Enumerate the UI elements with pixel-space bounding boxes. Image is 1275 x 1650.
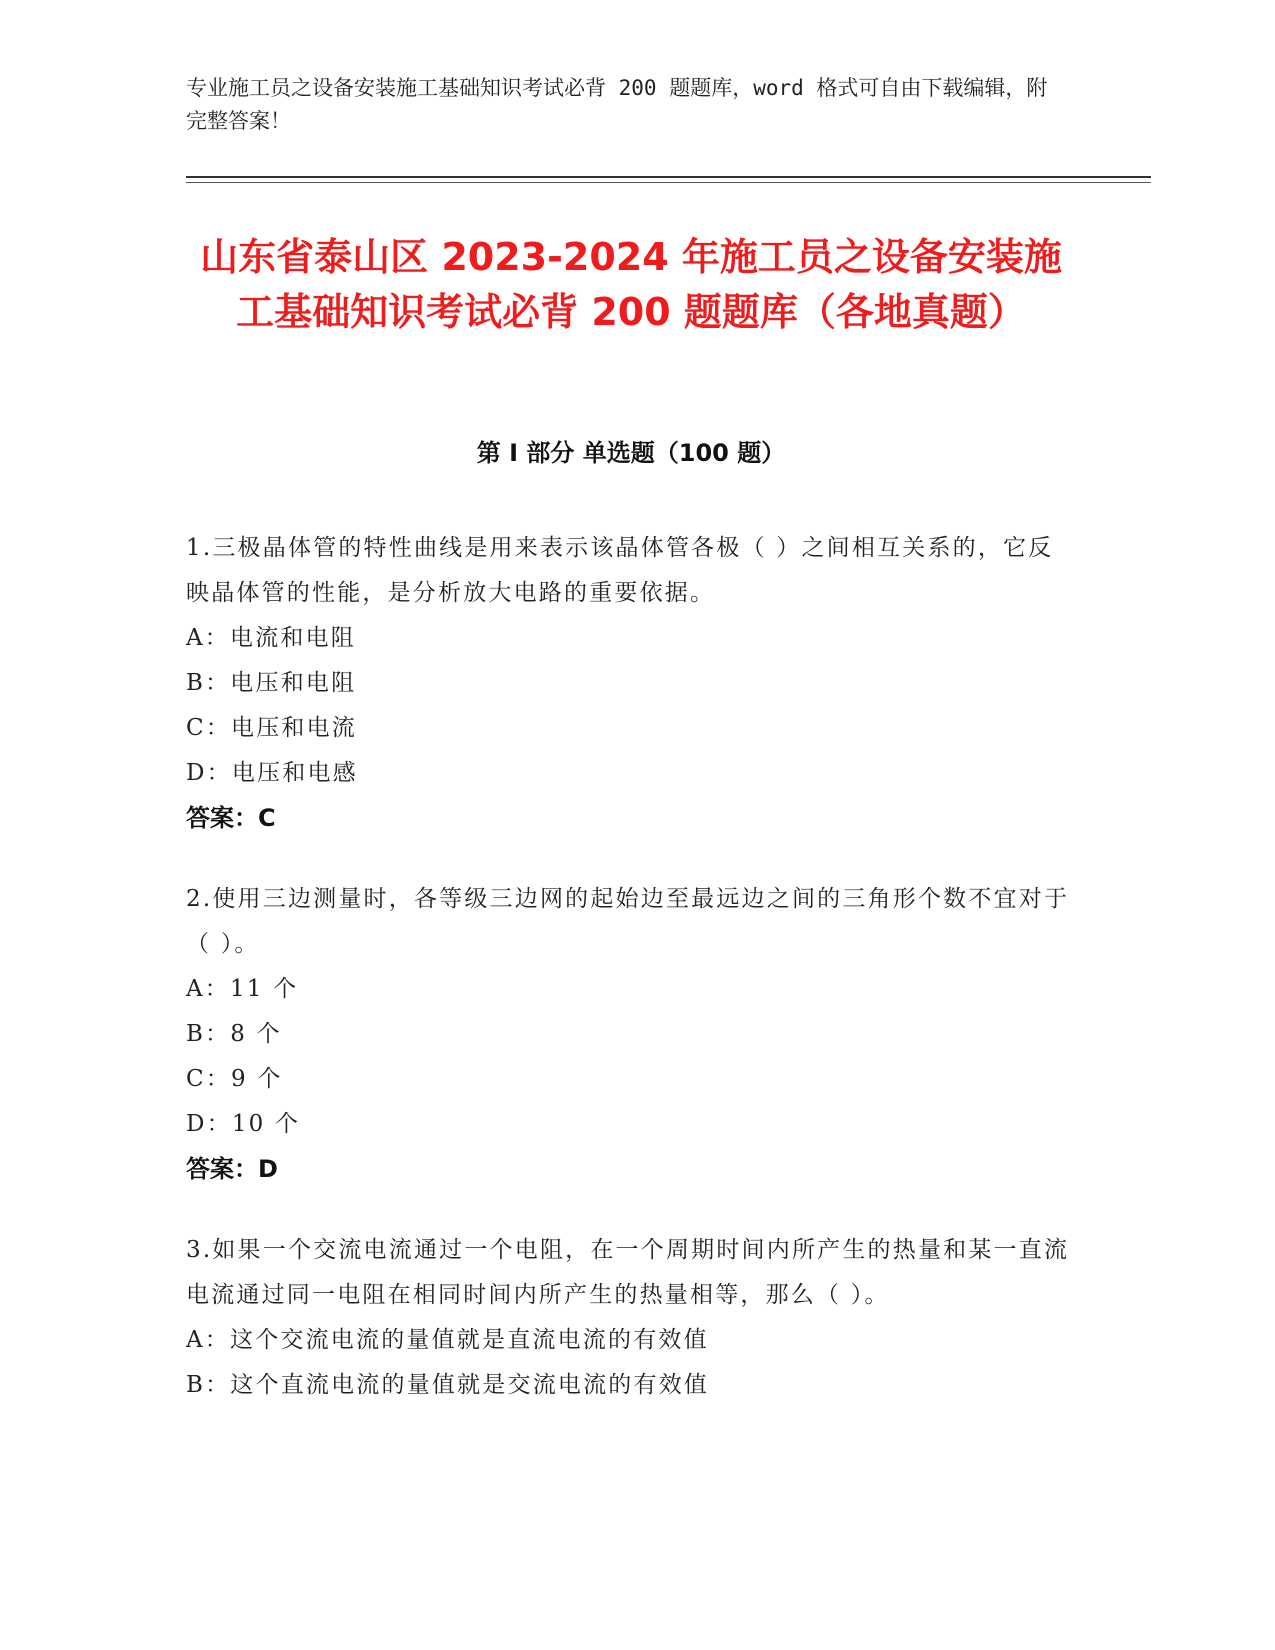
option-a: A：电流和电阻: [186, 625, 357, 651]
question-stem: 2.使用三边测量时，各等级三边网的起始边至最远边之间的三角形个数不宜对于（ ）。: [186, 886, 1070, 957]
document-title: 山东省泰山区 2023-2024 年施工员之设备安装施工基础知识考试必背 200 题题库（各地真题）: [200, 235, 1062, 334]
question-3: [186, 1228, 1076, 1408]
answer-text: 答案：C: [186, 804, 276, 832]
option-a: A：这个交流电流的量值就是直流电流的有效值: [186, 1327, 709, 1353]
option-d: D：10 个: [186, 1111, 301, 1137]
option-b: B：电压和电阻: [186, 670, 357, 696]
option-c: C：9 个: [186, 1066, 283, 1092]
option-c: C：电压和电流: [186, 715, 357, 741]
option-a: A：11 个: [186, 976, 299, 1002]
answer-text: 答案：D: [186, 1155, 278, 1183]
question-stem: 3.如果一个交流电流通过一个电阻，在一个周期时间内所产生的热量和某一直流电流通过同一电阻在相同时间内所产生的热量相等，那么（ ）。: [186, 1237, 1070, 1308]
option-b: B：这个直流电流的量值就是交流电流的有效值: [186, 1372, 710, 1398]
option-b: B：8 个: [186, 1021, 282, 1047]
header-divider-thin: [186, 182, 1151, 183]
option-d: D：电压和电感: [186, 760, 358, 786]
header-divider-thick: [186, 176, 1151, 178]
header-note: 专业施工员之设备安装施工基础知识考试必背 200 题题库，word 格式可自由下载编辑，附完整答案！: [186, 76, 1048, 133]
question-1: [186, 526, 1076, 841]
question-stem: 1.三极晶体管的特性曲线是用来表示该晶体管各极（ ）之间相互关系的，它反映晶体管的性能，是分析放大电路的重要依据。: [186, 535, 1054, 606]
question-list: [186, 526, 1076, 1444]
section-heading: 第 I 部分 单选题（100 题）: [476, 439, 786, 467]
question-2: [186, 877, 1076, 1192]
